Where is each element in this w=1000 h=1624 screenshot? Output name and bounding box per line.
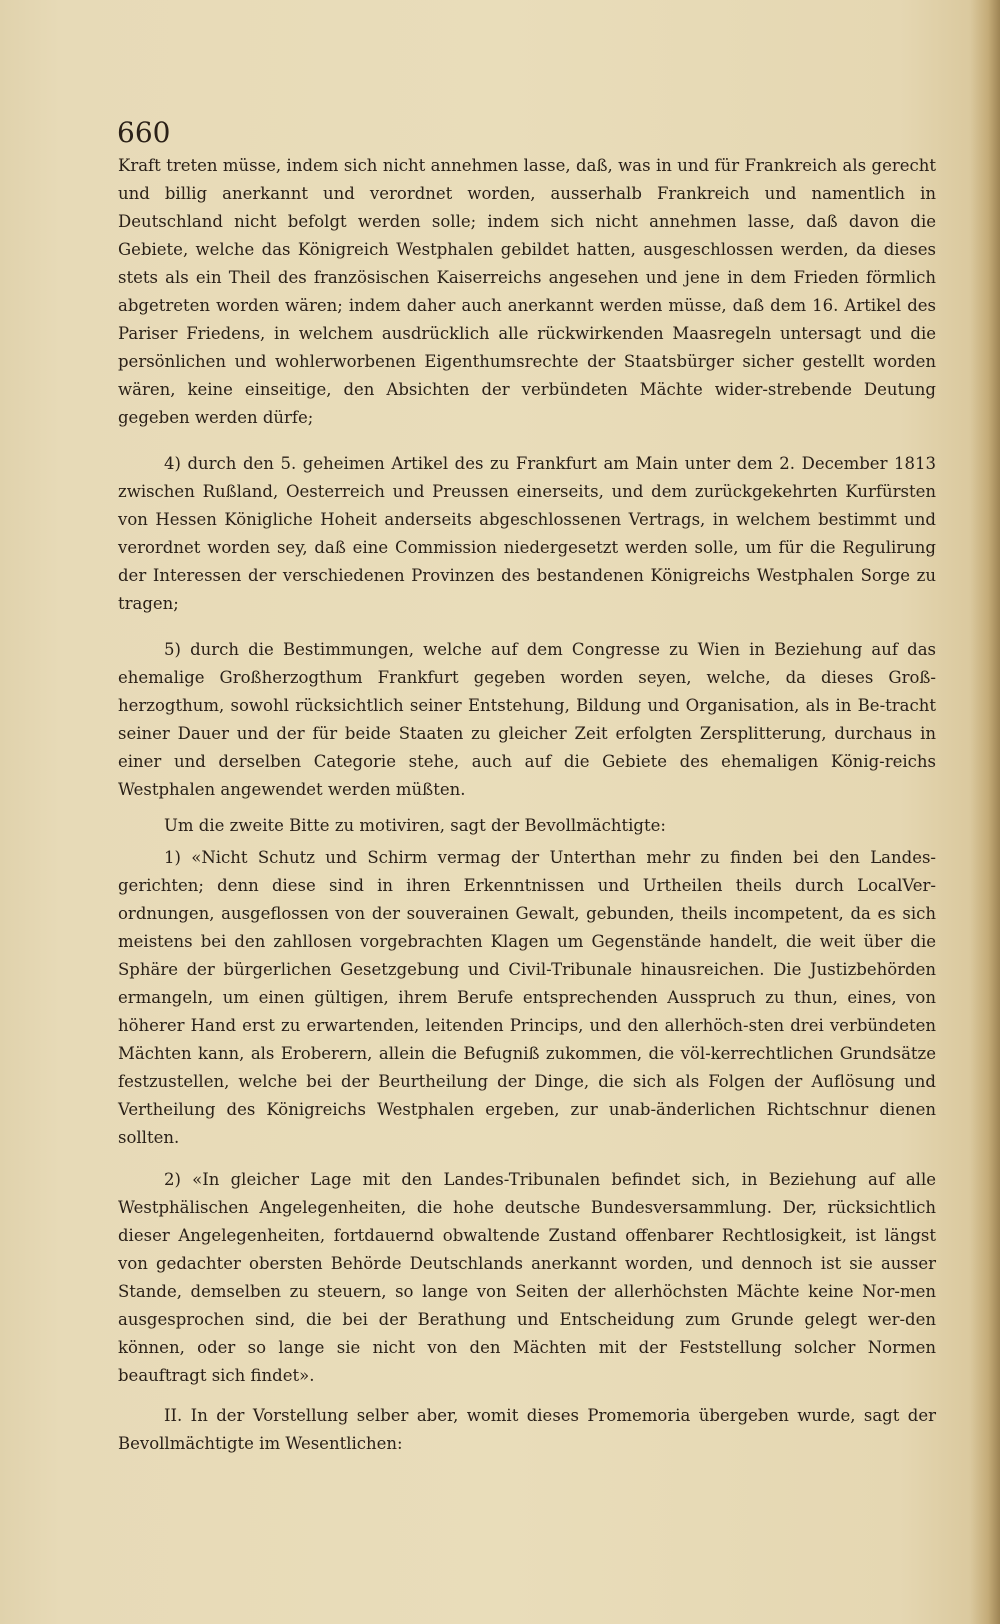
paragraph-item-5: 5) durch die Bestimmungen, welche auf dem Congresse zu Wien in Beziehung auf das ehemalige Großherzogthum Frankfurt gegeben worden seyen, welche, da dieses Groß-herzogthum, sowohl rücksichtlich seiner Entstehung, Bildung und Organisation, als in Be-tracht seiner Dauer und der für beide Staaten zu gleicher Zeit erfolgten Zersplitterung, durchaus in einer und derselben Categorie stehe, auch auf die Gebiete des ehemaligen König-reichs Westphalen angewendet werden müßten.	[118, 640, 936, 799]
paragraph-continuation: Kraft treten müsse, indem sich nicht annehmen lasse, daß, was in und für Frankreich als gerecht und billig anerkannt und verordnet worden, ausserhalb Frankreich und namentlich in Deutschland nicht befolgt werden solle; indem sich nicht annehmen lasse, daß davon die Gebiete, welche das Königreich Westphalen gebildet hatten, ausgeschlossen werden, da dieses stets als ein Theil des französischen Kaiserreichs angesehen und jene in dem Frieden förmlich abgetreten worden wären; indem daher auch anerkannt werden müsse, daß dem 16. Artikel des Pariser Friedens, in welchem ausdrücklich alle rückwirkenden Maasregeln untersagt und die persönlichen und wohlerworbenen Eigenthumsrechte der Staatsbürger sicher gestellt worden wären, keine einseitige, den Absichten der verbündeten Mächte wider-strebende Deutung gegeben werden dürfe;	[118, 156, 936, 427]
body-text	[118, 152, 936, 1458]
page-number: 660	[117, 116, 171, 149]
paragraph-item-1: 1) «Nicht Schutz und Schirm vermag der Unterthan mehr zu finden bei den Landes-gerichten; denn diese sind in ihren Erkenntnissen und Urtheilen theils durch LocalVer-ordnungen, ausgeflossen von der souverainen Gewalt, gebunden, theils incompetent, da es sich meistens bei den zahllosen vorgebrachten Klagen um Gegenstände handelt, die weit über die Sphäre der bürgerlichen Gesetzgebung und Civil-Tribunale hinausreichen. Die Justizbehörden ermangeln, um einen gültigen, ihrem Berufe entsprechenden Ausspruch zu thun, eines, von höherer Hand erst zu erwartenden, leitenden Princips, und den allerhöch-sten drei verbündeten Mächten kann, als Eroberern, allein die Befugniß zukommen, die völ-kerrechtlichen Grundsätze festzustellen, welche bei der Beurtheilung der Dinge, die sich als Folgen der Auflösung und Vertheilung des Königreichs Westphalen ergeben, zur unab-änderlichen Richtschnur dienen sollten.	[118, 848, 936, 1147]
paragraph-second-request: Um die zweite Bitte zu motiviren, sagt der Bevollmächtigte:	[164, 816, 666, 835]
page-edge-shadow	[970, 0, 1000, 1624]
paragraph-item-2: 2) «In gleicher Lage mit den Landes-Tribunalen befindet sich, in Beziehung auf alle Westphälischen Angelegenheiten, die hohe deutsche Bundesversammlung. Der, rücksichtlich dieser Angelegenheiten, fortdauernd obwaltende Zustand offenbarer Rechtlosigkeit, ist längst von gedachter obersten Behörde Deutschlands anerkannt worden, und dennoch ist sie ausser Stande, demselben zu steuern, so lange von Seiten der allerhöchsten Mächte keine Nor-men ausgesprochen sind, die bei der Berathung und Entscheidung zum Grunde gelegt wer-den können, oder so lange sie nicht von den Mächten mit der Feststellung solcher Normen beauftragt sich findet».	[118, 1170, 936, 1385]
paragraph-section-ii: II. In der Vorstellung selber aber, womit dieses Promemoria übergeben wurde, sagt der Bevollmächtigte im Wesentlichen:	[118, 1406, 936, 1453]
paragraph-item-4: 4) durch den 5. geheimen Artikel des zu Frankfurt am Main unter dem 2. December 1813 zwischen Rußland, Oesterreich und Preussen einerseits, und dem zurückgekehrten Kurfürsten von Hessen Königliche Hoheit anderseits abgeschlossenen Vertrags, in welchem bestimmt und verordnet worden sey, daß eine Commission niedergesetzt werden solle, um für die Regulirung der Interessen der verschiedenen Provinzen des bestandenen Königreichs Westphalen Sorge zu tragen;	[118, 454, 936, 613]
